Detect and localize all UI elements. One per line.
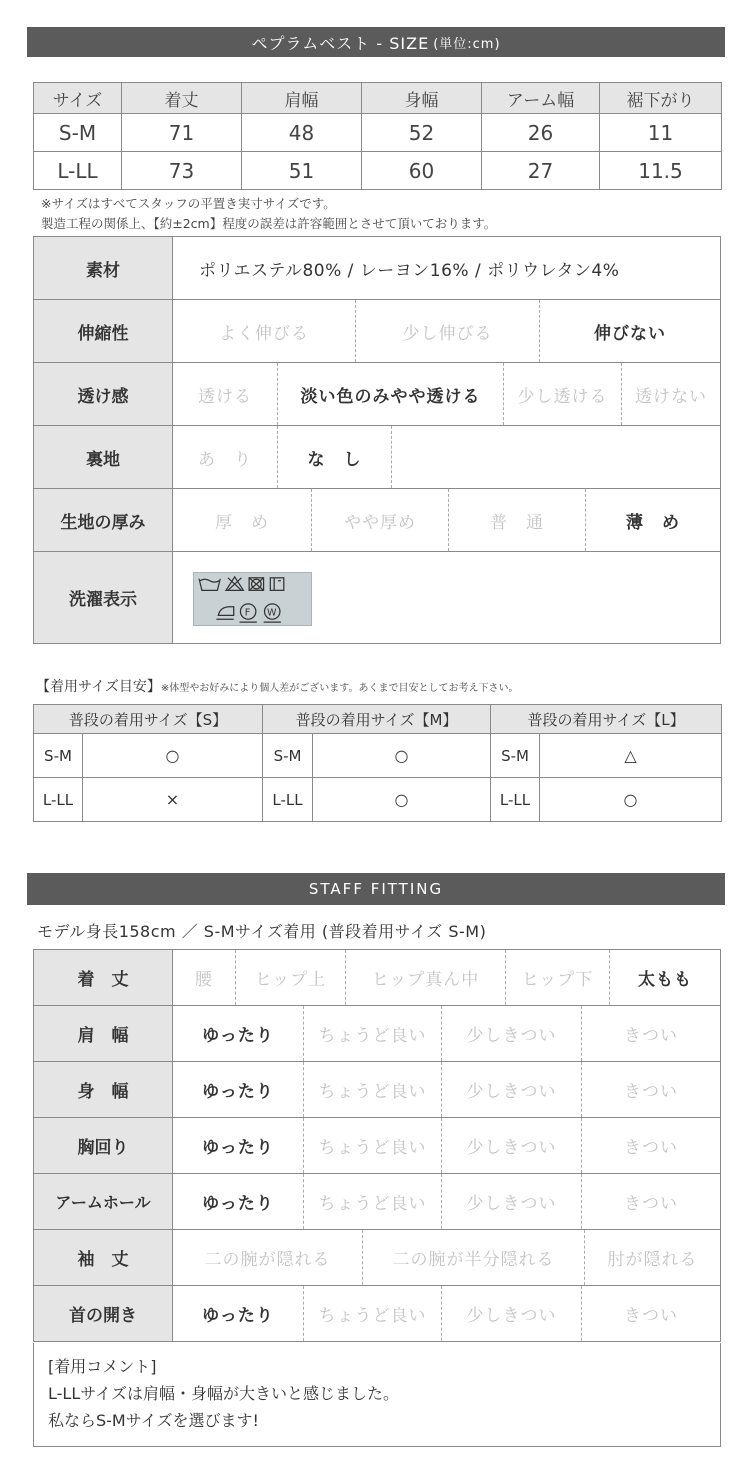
size-table-header bbox=[34, 83, 722, 114]
fit-option-selected: ゆったり bbox=[202, 1138, 274, 1158]
size-unit: (単位:cm) bbox=[433, 36, 501, 52]
size-cell: L-LL bbox=[34, 152, 122, 190]
fit-option-selected: ゆったり bbox=[202, 1082, 274, 1102]
fit-option: 少しきつい bbox=[441, 1174, 581, 1229]
fit-option: きつい bbox=[581, 1062, 720, 1117]
thickness-label: 生地の厚み bbox=[34, 489, 173, 552]
sheer-option-sheer: 透ける bbox=[198, 386, 252, 407]
fabric-attributes-table bbox=[33, 236, 721, 644]
fit-option: 二の腕が半分隠れる bbox=[362, 1230, 584, 1285]
fit-options-neck bbox=[173, 1286, 721, 1342]
lining-option-empty bbox=[391, 426, 720, 488]
stretch-option-slight: 少し伸びる bbox=[355, 300, 539, 362]
header-arm-width: アーム幅 bbox=[482, 83, 600, 114]
sheer-option-slight: 少し透ける bbox=[503, 363, 621, 425]
fit-label-chest: 胸回り bbox=[34, 1118, 173, 1174]
fit-row-neck bbox=[34, 1286, 721, 1342]
size-cell: 48 bbox=[242, 114, 362, 152]
fit-option: ちょうど良い bbox=[303, 1286, 441, 1341]
thickness-option-normal: 普 通 bbox=[448, 489, 585, 551]
thickness-option-thin: 薄 め bbox=[585, 489, 720, 551]
lining-option-no: な し bbox=[277, 426, 391, 488]
fit-option-selected: ゆったり bbox=[202, 1026, 274, 1046]
comment-title: [着用コメント] bbox=[48, 1357, 157, 1376]
sheer-option-light-colors: 淡い色のみやや透ける bbox=[277, 363, 503, 425]
material-value: ポリエステル80% / レーヨン16% / ポリウレタン4% bbox=[173, 237, 721, 300]
material-row bbox=[34, 237, 721, 300]
size-cell: 60 bbox=[362, 152, 482, 190]
fit-row-armhole bbox=[34, 1174, 721, 1230]
fit-option: ヒップ真ん中 bbox=[345, 950, 505, 1005]
size-cell: 27 bbox=[482, 152, 600, 190]
stretch-option-none: 伸びない bbox=[539, 300, 720, 362]
size-note-1: ※サイズはすべてスタッフの平置き実寸サイズです。 bbox=[41, 196, 336, 211]
stretch-row bbox=[34, 300, 721, 363]
fit-option: 少しきつい bbox=[441, 1286, 581, 1341]
fit-mark: × bbox=[83, 778, 263, 822]
fit-option: ちょうど良い bbox=[303, 1006, 441, 1061]
material-label: 素材 bbox=[34, 237, 173, 300]
fit-options-armhole bbox=[173, 1174, 721, 1230]
fit-option: きつい bbox=[581, 1118, 720, 1173]
lining-option-yes: あ り bbox=[198, 449, 252, 470]
fit-label-body-width: 身 幅 bbox=[34, 1062, 173, 1118]
comment-line-2: 私ならS-Mサイズを選びます! bbox=[48, 1411, 259, 1430]
fit-option: 少しきつい bbox=[441, 1062, 581, 1117]
fit-size: S-M bbox=[491, 734, 540, 778]
fit-option: 少しきつい bbox=[441, 1006, 581, 1061]
size-cell: 52 bbox=[362, 114, 482, 152]
fit-option-selected: 太もも bbox=[609, 950, 720, 1005]
table-row bbox=[34, 114, 722, 152]
header-body-width: 身幅 bbox=[362, 83, 482, 114]
fit-label-sleeve: 袖 丈 bbox=[34, 1230, 173, 1286]
fit-size: S-M bbox=[34, 734, 83, 778]
fit-options-shoulder bbox=[173, 1006, 721, 1062]
header-length: 着丈 bbox=[122, 83, 242, 114]
thickness-option-thick: 厚 め bbox=[215, 512, 269, 533]
fit-size: S-M bbox=[263, 734, 313, 778]
laundry-row bbox=[34, 552, 721, 644]
svg-text:W: W bbox=[266, 607, 277, 619]
size-cell: 11 bbox=[600, 114, 722, 152]
laundry-label: 洗濯表示 bbox=[34, 552, 173, 644]
comment-line-1: L-LLサイズは肩幅・身幅が大きいと感じました。 bbox=[48, 1384, 399, 1403]
laundry-care-symbols-icon bbox=[193, 572, 312, 626]
size-cell: 73 bbox=[122, 152, 242, 190]
fit-guide-table bbox=[33, 704, 722, 822]
size-note-2: 製造工程の関係上、【約±2cm】程度の誤差は許容範囲とさせて頂いております。 bbox=[41, 216, 497, 231]
fit-option: ちょうど良い bbox=[303, 1118, 441, 1173]
fit-options-body-width bbox=[173, 1062, 721, 1118]
fit-size: L-LL bbox=[491, 778, 540, 822]
fit-header-m: 普段の着用サイズ【M】 bbox=[263, 705, 491, 734]
fit-option: ヒップ下 bbox=[505, 950, 609, 1005]
fit-mark: ○ bbox=[313, 778, 491, 822]
size-section-header bbox=[27, 27, 725, 57]
thickness-option-slightly-thick: やや厚め bbox=[311, 489, 448, 551]
fit-guide-title: 【着用サイズ目安】 bbox=[36, 679, 161, 695]
fit-option: ちょうど良い bbox=[303, 1062, 441, 1117]
thickness-options bbox=[173, 489, 721, 552]
header-size: サイズ bbox=[34, 83, 122, 114]
lining-options bbox=[173, 426, 721, 489]
fit-mark: ○ bbox=[540, 778, 722, 822]
lining-label: 裏地 bbox=[34, 426, 173, 489]
sheer-options bbox=[173, 363, 721, 426]
sheer-option-none: 透けない bbox=[621, 363, 720, 425]
fit-option: きつい bbox=[581, 1006, 720, 1061]
fit-option: 二の腕が隠れる bbox=[204, 1250, 331, 1270]
size-cell: 11.5 bbox=[600, 152, 722, 190]
fit-option-selected: ゆったり bbox=[202, 1194, 274, 1214]
sheer-row bbox=[34, 363, 721, 426]
size-cell: 51 bbox=[242, 152, 362, 190]
fit-row-chest bbox=[34, 1118, 721, 1174]
staff-fitting-header bbox=[27, 873, 725, 905]
fit-label-length: 着 丈 bbox=[34, 950, 173, 1006]
fit-option: 腰 bbox=[195, 970, 213, 990]
lining-row bbox=[34, 426, 721, 489]
svg-text:F: F bbox=[244, 607, 251, 619]
fit-mark: ○ bbox=[313, 734, 491, 778]
fit-header-l: 普段の着用サイズ【L】 bbox=[491, 705, 722, 734]
fit-row-length bbox=[34, 950, 721, 1006]
fit-options-chest bbox=[173, 1118, 721, 1174]
fit-mark: ○ bbox=[83, 734, 263, 778]
stretch-option-high: よく伸びる bbox=[219, 323, 309, 344]
staff-comment bbox=[33, 1343, 721, 1447]
size-cell: S-M bbox=[34, 114, 122, 152]
size-cell: 26 bbox=[482, 114, 600, 152]
header-shoulder: 肩幅 bbox=[242, 83, 362, 114]
fit-size: L-LL bbox=[263, 778, 313, 822]
size-cell: 71 bbox=[122, 114, 242, 152]
model-info: モデル身長158cm ／ S-Mサイズ着用 (普段着用サイズ S-M) bbox=[37, 922, 487, 941]
fit-row-sleeve bbox=[34, 1230, 721, 1286]
stretch-label: 伸縮性 bbox=[34, 300, 173, 363]
fit-option-selected: ゆったり bbox=[202, 1306, 274, 1326]
fit-option: きつい bbox=[581, 1174, 720, 1229]
fit-row-shoulder bbox=[34, 1006, 721, 1062]
fit-guide-subtitle: ※体型やお好みにより個人差がございます。あくまで目安としてお考え下さい。 bbox=[160, 683, 519, 694]
thickness-row bbox=[34, 489, 721, 552]
fit-label-neck: 首の開き bbox=[34, 1286, 173, 1342]
fit-row-body-width bbox=[34, 1062, 721, 1118]
sheer-label: 透け感 bbox=[34, 363, 173, 426]
fit-options-sleeve bbox=[173, 1230, 721, 1286]
fit-guide-header bbox=[34, 705, 722, 734]
header-hem-drop: 裾下がり bbox=[600, 83, 722, 114]
table-row bbox=[34, 152, 722, 190]
staff-fitting-title: STAFF FITTING bbox=[308, 880, 444, 898]
table-row bbox=[34, 734, 722, 778]
fit-label-shoulder: 肩 幅 bbox=[34, 1006, 173, 1062]
stretch-options bbox=[173, 300, 721, 363]
fit-guide-title-block bbox=[36, 676, 518, 696]
staff-fitting-table bbox=[33, 949, 721, 1342]
size-section-title: ペプラムベスト - SIZE bbox=[251, 33, 430, 53]
fit-option: きつい bbox=[581, 1286, 720, 1341]
fit-options-length bbox=[173, 950, 721, 1006]
fit-option: 少しきつい bbox=[441, 1118, 581, 1173]
fit-size: L-LL bbox=[34, 778, 83, 822]
fit-option: ヒップ上 bbox=[235, 950, 345, 1005]
fit-label-armhole: アームホール bbox=[34, 1174, 173, 1230]
fit-option: ちょうど良い bbox=[303, 1174, 441, 1229]
fit-mark: △ bbox=[540, 734, 722, 778]
fit-header-s: 普段の着用サイズ【S】 bbox=[34, 705, 263, 734]
size-table bbox=[33, 82, 722, 190]
fit-option: 肘が隠れる bbox=[584, 1230, 720, 1285]
table-row bbox=[34, 778, 722, 822]
